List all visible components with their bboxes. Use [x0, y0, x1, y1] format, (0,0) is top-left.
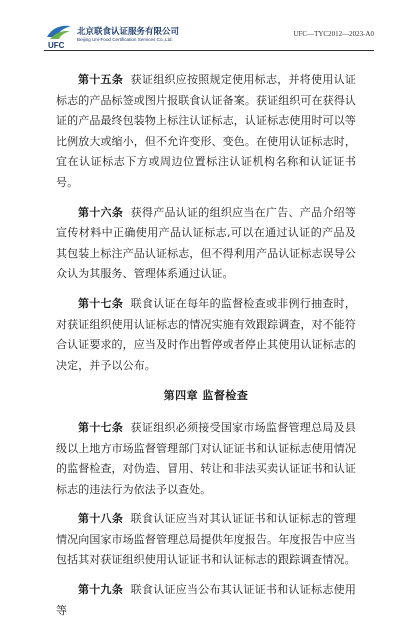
article-paragraph [56, 70, 356, 194]
chapter-title: 第四章 监督检查 [163, 389, 249, 403]
article-text: 联食认证在每年的监督检查或非例行抽查时，对获证组织使用认证标志的情况实施有效跟踪调查，对不能符合认证要求的，应当及时作出暂停或者停止其使用认证标志的决定，并予以公布。 [56, 296, 356, 372]
article-number: 第十八条 [78, 512, 124, 526]
article-number: 第十七条 [78, 420, 124, 434]
article-number: 第十九条 [78, 583, 124, 597]
article-number: 第十五条 [78, 73, 124, 86]
article-paragraph [56, 509, 356, 571]
page-header [44, 18, 374, 50]
logo-label: UFC [48, 41, 65, 50]
article-text: 获证组织必须接受国家市场监督管理总局及县级以上地方市场监督管理部门对认证证书和认证标志使用情况的监督检查，对伪造、冒用、转让和非法买卖认证证书和认证标志的违法行为依法予以查处。 [56, 420, 356, 496]
article-paragraph [56, 418, 356, 500]
ufc-logo-icon [44, 20, 74, 50]
article-text: 获证组织应按照规定使用标志，并将使用认证标志的产品标签或图片报联食认证备案。获证组织可在获得认证的产品最终包装物上标注认证标志，认证标志使用时可以等比例放大或缩小，但不允许变形、变色。在使用认证标志时，宜在认证标志下方或周边位置标注认证机构名称和认证证书号。 [56, 73, 356, 189]
article-paragraph [56, 294, 356, 376]
article-number: 第十六条 [78, 205, 124, 219]
article-text: 联食认证应当公布其认证证书和认证标志使用等 [56, 583, 356, 617]
header-divider [44, 50, 374, 51]
article-paragraph [56, 203, 356, 285]
document-body [56, 70, 356, 621]
article-paragraph [56, 580, 356, 621]
article-number: 第十七条 [78, 296, 124, 310]
article-text: 联食认证应当对其认证证书和认证标志的管理情况向国家市场监督管理总局提供年度报告。年度报告中应当包括其对获证组织使用认证证书和认证标志的跟踪调查情况。 [56, 512, 356, 567]
org-name-en: Beijing Uni-Food Certification Services Co.,Ltd. [77, 37, 173, 42]
article-text: 获得产品认证的组织应当在广告、产品介绍等宣传材料中正确使用产品认证标志,可以在通过认证的产品及其包装上标注产品认证标志，但不得利用产品认证标志误导公众认为其服务、管理体系通过认证。 [56, 205, 356, 281]
org-name-cn: 北京联食认证服务有限公司 [77, 27, 180, 37]
document-code: UFC—TYC2012—2023-A0 [293, 30, 374, 38]
